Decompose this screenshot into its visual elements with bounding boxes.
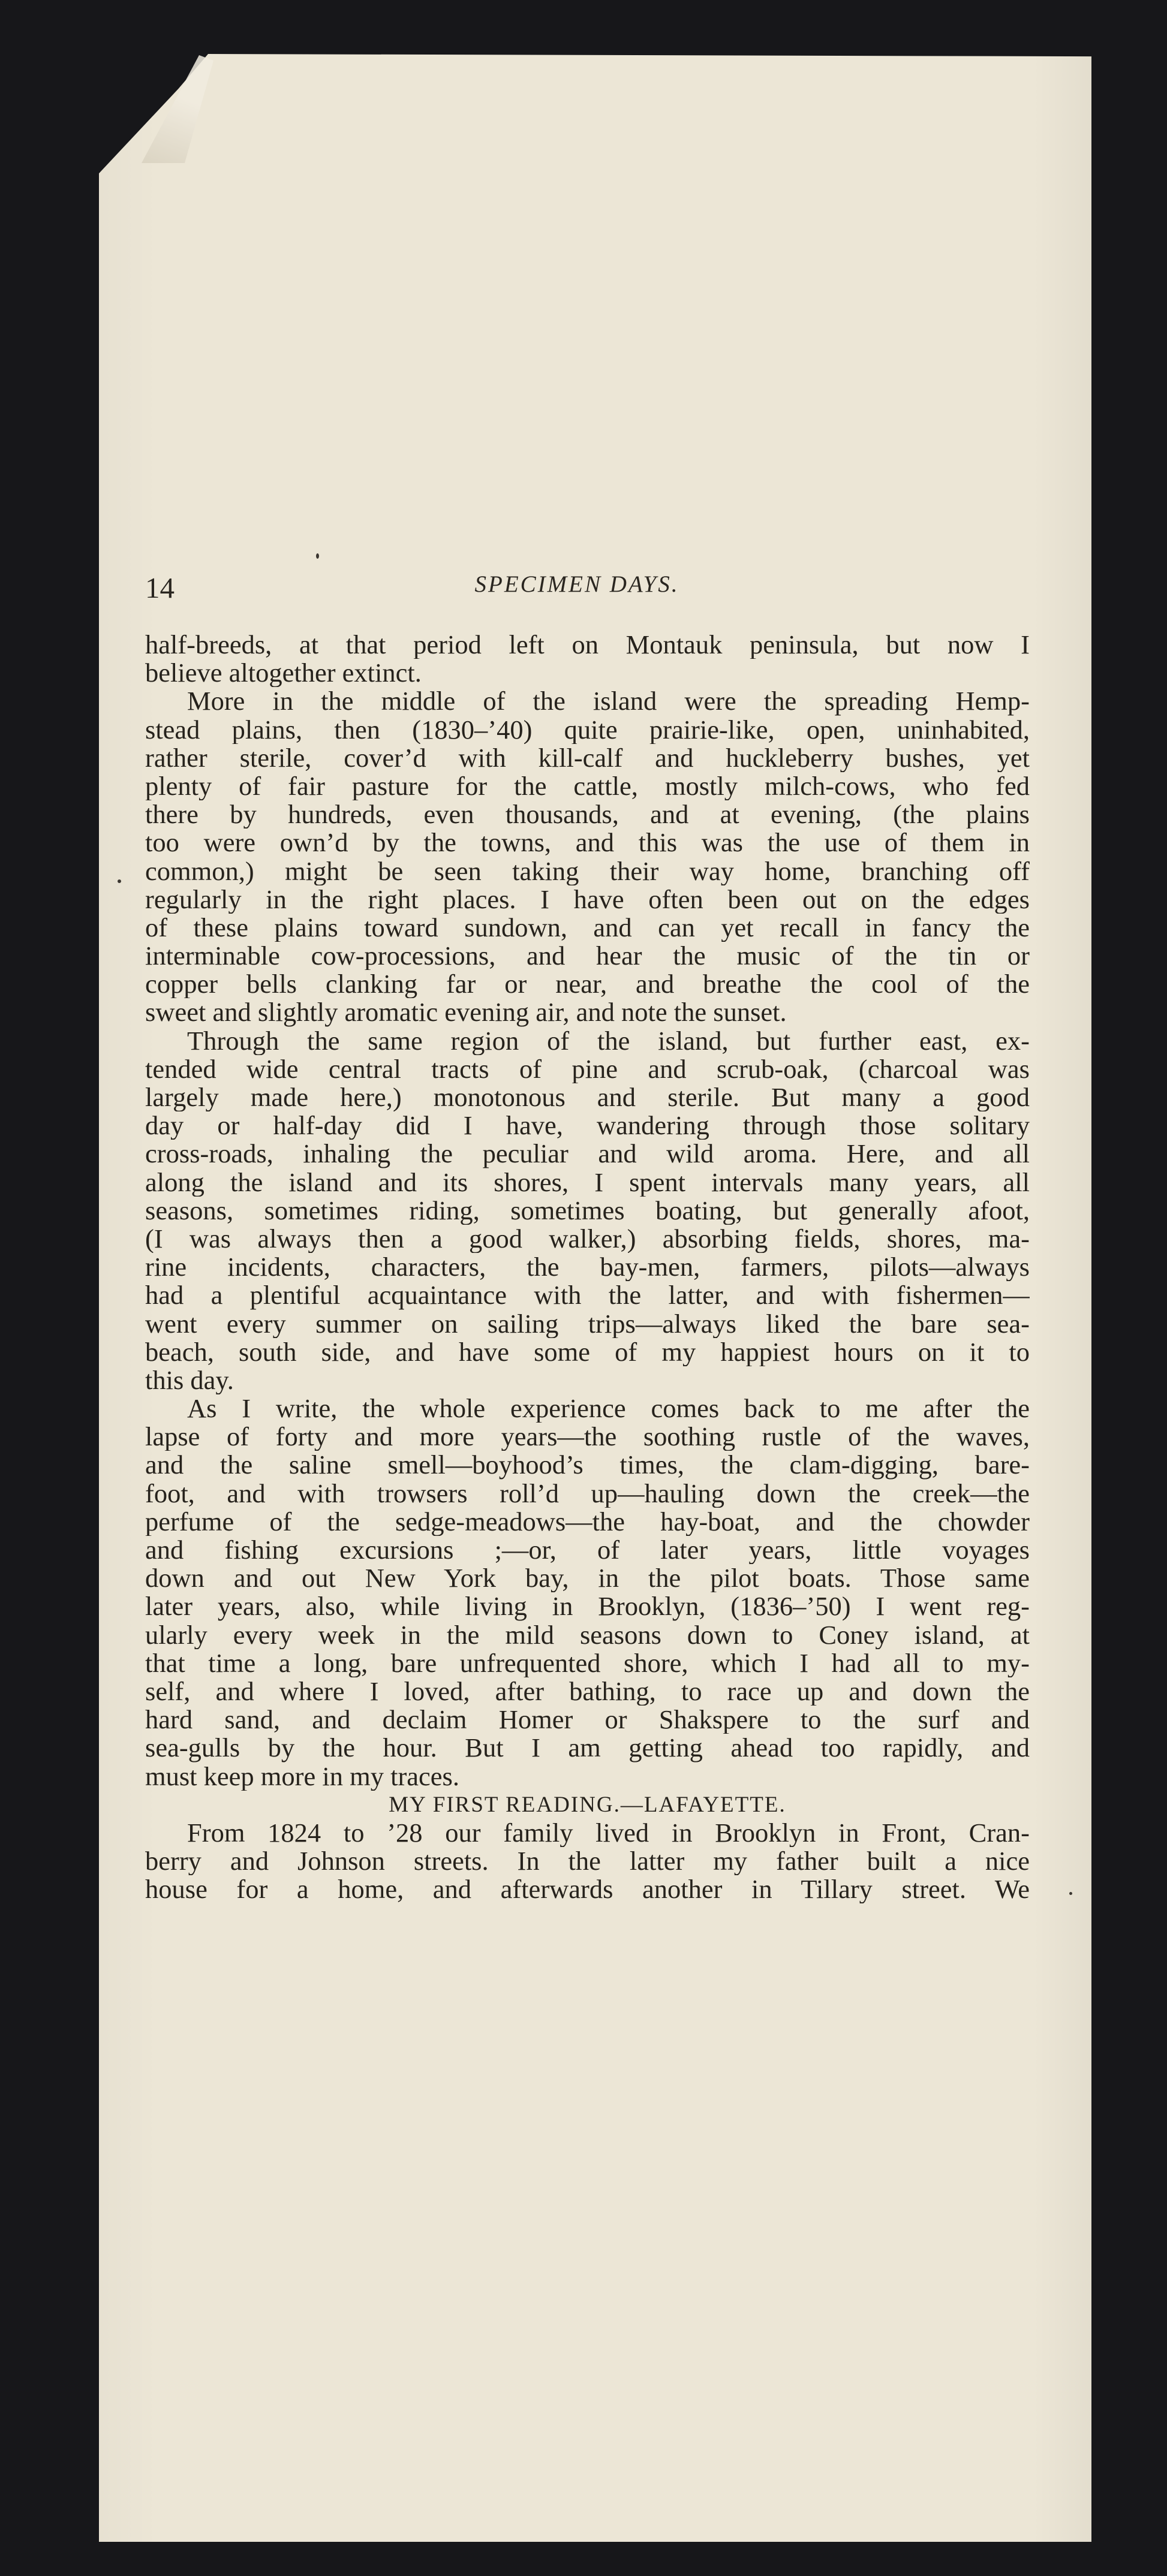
text-line: that time a long, bare unfrequented shore, which I had all to my- bbox=[145, 1649, 1030, 1677]
text-line: day or half-day did I have, wandering through those solitary bbox=[145, 1111, 1030, 1140]
text-line: rine incidents, characters, the bay-men, farmers, pilots—always bbox=[145, 1253, 1030, 1282]
text-line: down and out New York bay, in the pilot boats. Those same bbox=[145, 1564, 1030, 1593]
text-line: sweet and slightly aromatic evening air, and note the sunset. bbox=[145, 998, 787, 1027]
page-header bbox=[145, 571, 1009, 607]
text-line: tended wide central tracts of pine and scrub-oak, (charcoal was bbox=[145, 1054, 1030, 1083]
text-line: there by hundreds, even thousands, and at evening, (the plains bbox=[145, 800, 1030, 829]
text-line: common,) might be seen taking their way home, branching off bbox=[145, 857, 1030, 885]
text-line: As I write, the whole experience comes back to me after the bbox=[187, 1394, 1030, 1423]
text-line: half-breeds, at that period left on Montauk peninsula, but now I bbox=[145, 631, 1030, 659]
text-line: and the saline smell—boyhood’s times, the clam-digging, bare- bbox=[145, 1451, 1030, 1480]
ink-speck bbox=[1069, 1892, 1072, 1895]
text-line: stead plains, then (1830–’40) quite prairie-like, open, uninhabited, bbox=[145, 715, 1030, 744]
text-line: hard sand, and declaim Homer or Shakspere to the surf and bbox=[145, 1706, 1030, 1734]
text-line: later years, also, while living in Brooklyn, (1836–’50) I went reg- bbox=[145, 1592, 1030, 1621]
text-line: seasons, sometimes riding, sometimes boating, but generally afoot, bbox=[145, 1196, 1030, 1225]
text-line: went every summer on sailing trips—always liked the bare sea- bbox=[145, 1309, 1030, 1338]
ink-speck bbox=[316, 553, 319, 559]
text-line: rather sterile, cover’d with kill-calf and huckleberry bushes, yet bbox=[145, 743, 1030, 772]
text-line: largely made here,) monotonous and sterile. But many a good bbox=[145, 1083, 1030, 1112]
text-line: cross-roads, inhaling the peculiar and wild aroma. Here, and all bbox=[145, 1140, 1030, 1168]
text-line: this day. bbox=[145, 1366, 234, 1395]
text-line: copper bells clanking far or near, and breathe the cool of the bbox=[145, 970, 1030, 999]
text-line: lapse of forty and more years—the soothing rustle of the waves, bbox=[145, 1423, 1030, 1451]
text-line: had a plentiful acquaintance with the latter, and with fishermen— bbox=[145, 1281, 1030, 1310]
text-line: perfume of the sedge-meadows—the hay-boat, and the chowder bbox=[145, 1507, 1030, 1536]
text-line: berry and Johnson streets. In the latter my father built a nice bbox=[145, 1847, 1030, 1876]
section-heading: MY FIRST READING.—LAFAYETTE. bbox=[389, 1792, 786, 1817]
text-line: ularly every week in the mild seasons down to Coney island, at bbox=[145, 1620, 1030, 1649]
text-line: house for a home, and afterwards another in Tillary street. We bbox=[145, 1875, 1030, 1904]
text-line: along the island and its shores, I spent intervals many years, all bbox=[145, 1168, 1030, 1197]
body-text bbox=[145, 631, 1030, 1903]
text-line: regularly in the right places. I have often been out on the edges bbox=[145, 885, 1030, 914]
text-line: and fishing excursions ;—or, of later years, little voyages bbox=[145, 1536, 1030, 1565]
text-line: believe altogether extinct. bbox=[145, 659, 422, 688]
text-line: sea-gulls by the hour. But I am getting ahead too rapidly, and bbox=[145, 1734, 1030, 1762]
text-line: plenty of fair pasture for the cattle, mostly milch-cows, who fed bbox=[145, 772, 1030, 801]
text-line: of these plains toward sundown, and can yet recall in fancy the bbox=[145, 913, 1030, 942]
text-line: More in the middle of the island were the spreading Hemp- bbox=[187, 687, 1030, 716]
page-number: 14 bbox=[145, 571, 175, 604]
text-line: self, and where I loved, after bathing, to race up and down the bbox=[145, 1677, 1030, 1706]
text-line: foot, and with trowsers roll’d up—hauling down the creek—the bbox=[145, 1479, 1030, 1508]
text-line: beach, south side, and have some of my happiest hours on it to bbox=[145, 1337, 1030, 1366]
text-line: Through the same region of the island, but further east, ex- bbox=[187, 1026, 1030, 1055]
ink-speck bbox=[118, 879, 121, 883]
running-head: SPECIMEN DAYS. bbox=[474, 571, 679, 597]
text-line: too were own’d by the towns, and this was the use of them in bbox=[145, 828, 1030, 857]
text-line: From 1824 to ’28 our family lived in Brooklyn in Front, Cran- bbox=[187, 1818, 1030, 1848]
text-line: (I was always then a good walker,) absorbing fields, shores, ma- bbox=[145, 1224, 1030, 1254]
text-line: must keep more in my traces. bbox=[145, 1762, 459, 1791]
text-line: interminable cow-processions, and hear the music of the tin or bbox=[145, 942, 1030, 971]
